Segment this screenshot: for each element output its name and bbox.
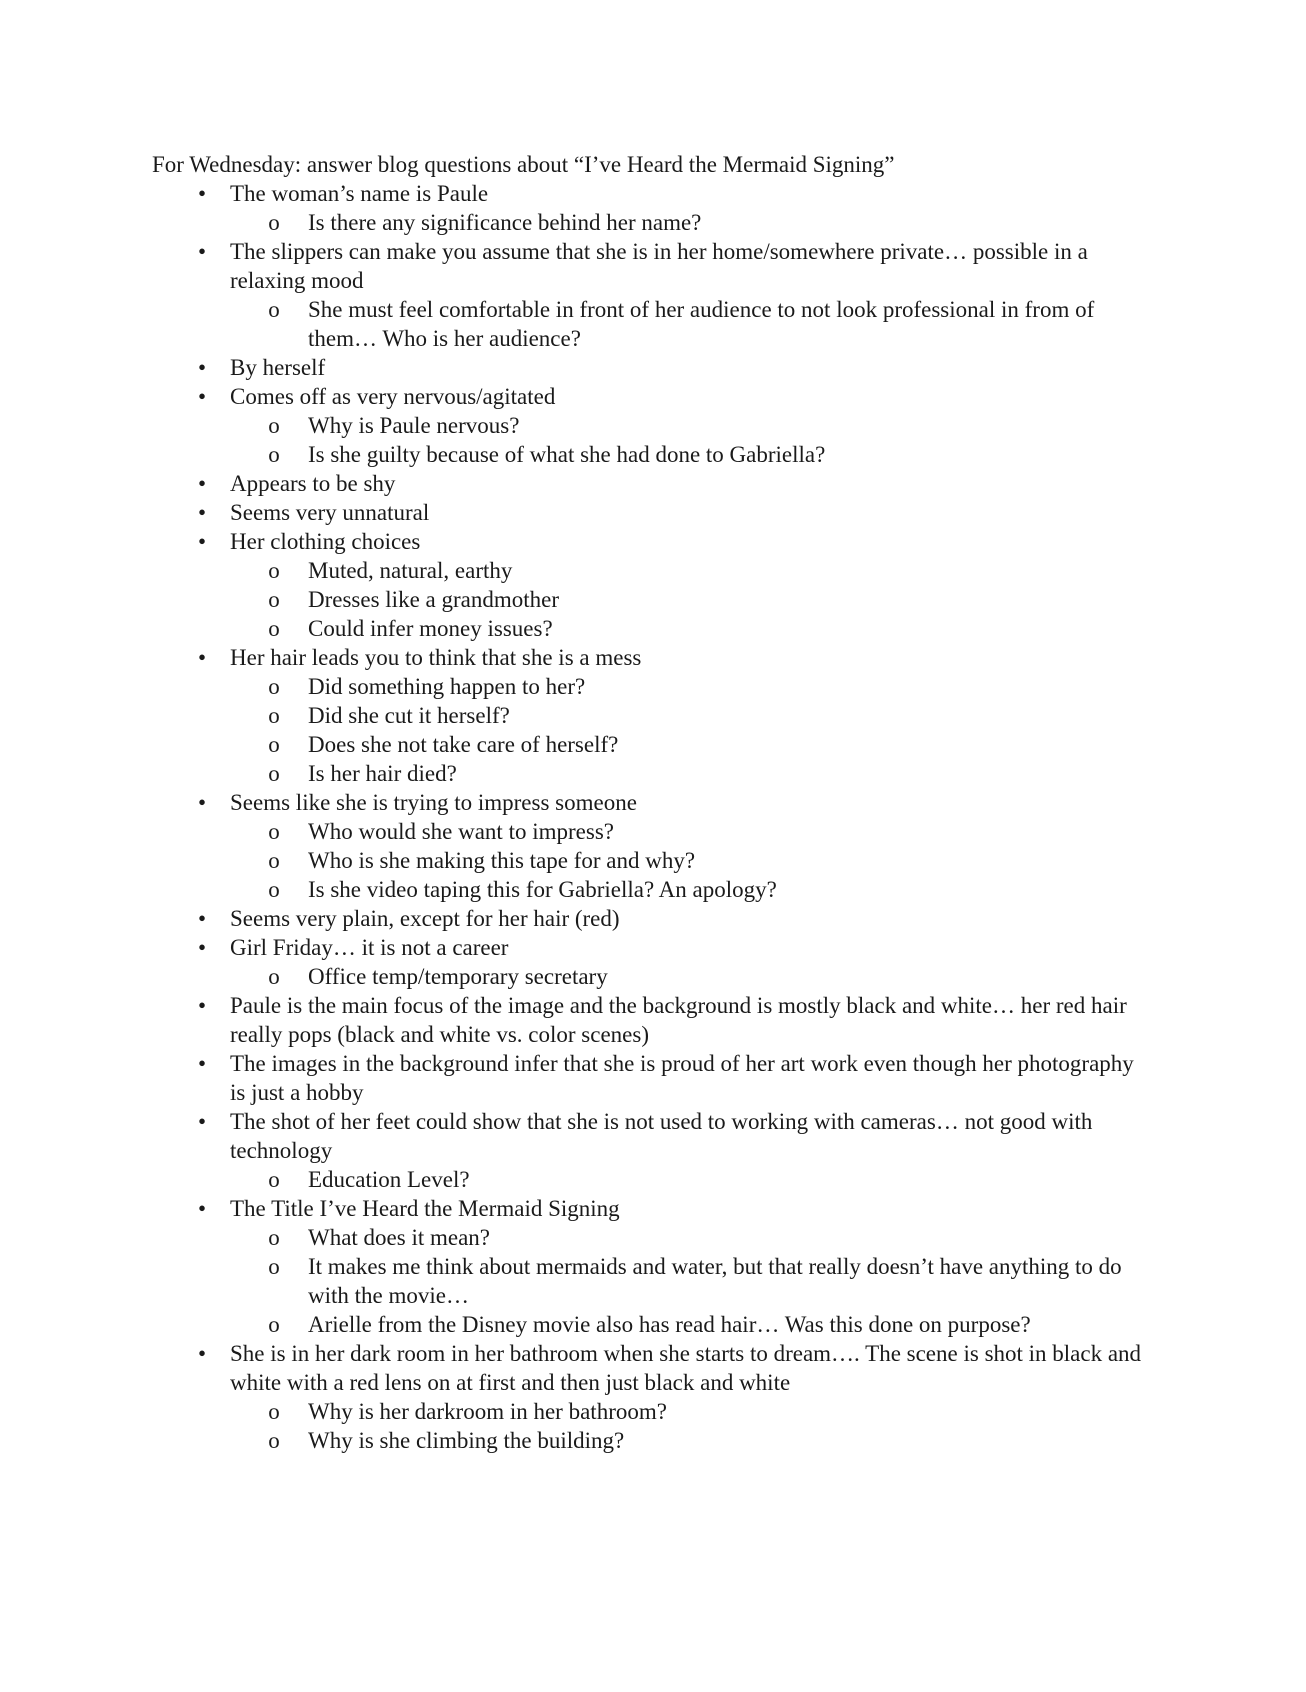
list-item-text: She is in her dark room in her bathroom when she starts to dream…. The scene is shot in black and white with a red lens on at first and then just black and white	[230, 1341, 1142, 1395]
sub-bullet-icon: o	[268, 558, 280, 583]
bullet-icon: •	[197, 790, 207, 815]
bullet-icon: •	[197, 645, 207, 670]
list-item-text: By herself	[230, 355, 326, 380]
notes-list	[152, 179, 1152, 1455]
sub-list-item-text: Is her hair died?	[308, 761, 457, 786]
list-item	[152, 179, 1152, 237]
sub-list-item-text: Why is her darkroom in her bathroom?	[308, 1399, 667, 1424]
sub-list-item	[230, 759, 1152, 788]
document-heading: For Wednesday: answer blog questions about “I’ve Heard the Mermaid Signing”	[152, 152, 895, 177]
sub-list-item-text: Who would she want to impress?	[308, 819, 614, 844]
sub-bullet-icon: o	[268, 964, 280, 989]
list-item-text: Appears to be shy	[230, 471, 396, 496]
list-item-text: Seems like she is trying to impress someone	[230, 790, 637, 815]
sub-list-item	[230, 962, 1152, 991]
list-item	[152, 904, 1152, 933]
bullet-icon: •	[197, 529, 207, 554]
sub-list-item	[230, 817, 1152, 846]
sub-bullet-icon: o	[268, 587, 280, 612]
sub-list	[230, 208, 1152, 237]
sub-list-item-text: Who is she making this tape for and why?	[308, 848, 696, 873]
sub-list	[230, 556, 1152, 643]
sub-list-item	[230, 1165, 1152, 1194]
bullet-icon: •	[197, 1196, 207, 1221]
bullet-icon: •	[197, 500, 207, 525]
bullet-icon: •	[197, 906, 207, 931]
sub-bullet-icon: o	[268, 1167, 280, 1192]
sub-list-item-text: Is she guilty because of what she had done to Gabriella?	[308, 442, 826, 467]
sub-list-item	[230, 1426, 1152, 1455]
list-item	[152, 1194, 1152, 1339]
sub-list-item	[230, 875, 1152, 904]
sub-list-item-text: Did she cut it herself?	[308, 703, 510, 728]
sub-list	[230, 672, 1152, 788]
bullet-icon: •	[197, 181, 207, 206]
list-item	[152, 643, 1152, 788]
list-item	[152, 933, 1152, 991]
list-item-text: Paule is the main focus of the image and the background is mostly black and white… her red hair really pops (black and white vs. color scenes)	[230, 993, 1127, 1047]
sub-bullet-icon: o	[268, 703, 280, 728]
sub-list-item	[230, 295, 1152, 353]
list-item	[152, 498, 1152, 527]
list-item-text: Her hair leads you to think that she is a mess	[230, 645, 642, 670]
sub-list-item	[230, 585, 1152, 614]
list-item	[152, 1339, 1152, 1455]
list-item	[152, 1107, 1152, 1194]
list-item-text: Seems very unnatural	[230, 500, 430, 525]
list-item	[152, 469, 1152, 498]
list-item-text: Seems very plain, except for her hair (red)	[230, 906, 620, 931]
sub-list-item	[230, 730, 1152, 759]
sub-list-item-text: Is there any significance behind her name?	[308, 210, 702, 235]
list-item	[152, 382, 1152, 469]
sub-list-item	[230, 440, 1152, 469]
sub-bullet-icon: o	[268, 1254, 280, 1279]
bullet-icon: •	[197, 935, 207, 960]
sub-list-item	[230, 411, 1152, 440]
list-item-text: Comes off as very nervous/agitated	[230, 384, 556, 409]
sub-list-item	[230, 1397, 1152, 1426]
sub-bullet-icon: o	[268, 1225, 280, 1250]
list-item-text: Her clothing choices	[230, 529, 421, 554]
sub-list-item	[230, 614, 1152, 643]
list-item	[152, 991, 1152, 1049]
sub-list-item-text: Why is Paule nervous?	[308, 413, 520, 438]
sub-list-item	[230, 1310, 1152, 1339]
bullet-icon: •	[197, 1051, 207, 1076]
sub-bullet-icon: o	[268, 210, 280, 235]
list-item-text: The shot of her feet could show that she is not used to working with cameras… not good with technology	[230, 1109, 1093, 1163]
list-item	[152, 353, 1152, 382]
sub-list-item	[230, 208, 1152, 237]
sub-list-item-text: She must feel comfortable in front of her audience to not look professional in from of them… Who is her audience?	[308, 297, 1095, 351]
list-item	[152, 237, 1152, 353]
sub-list-item	[230, 846, 1152, 875]
list-item-text: The woman’s name is Paule	[230, 181, 489, 206]
sub-bullet-icon: o	[268, 297, 280, 322]
list-item-text: Girl Friday… it is not a career	[230, 935, 509, 960]
sub-list-item-text: Education Level?	[308, 1167, 470, 1192]
sub-list-item	[230, 701, 1152, 730]
bullet-icon: •	[197, 993, 207, 1018]
sub-list-item	[230, 672, 1152, 701]
sub-list	[230, 411, 1152, 469]
sub-list-item-text: Office temp/temporary secretary	[308, 964, 608, 989]
sub-bullet-icon: o	[268, 848, 280, 873]
sub-bullet-icon: o	[268, 732, 280, 757]
sub-list-item-text: Is she video taping this for Gabriella? An apology?	[308, 877, 777, 902]
sub-list-item-text: Dresses like a grandmother	[308, 587, 560, 612]
sub-list	[230, 1397, 1152, 1455]
list-item-text: The images in the background infer that she is proud of her art work even though her photography is just a hobby	[230, 1051, 1134, 1105]
sub-bullet-icon: o	[268, 819, 280, 844]
list-item-text: The Title I’ve Heard the Mermaid Signing	[230, 1196, 620, 1221]
sub-list-item-text: Does she not take care of herself?	[308, 732, 619, 757]
sub-list-item-text: What does it mean?	[308, 1225, 491, 1250]
sub-list-item-text: Could infer money issues?	[308, 616, 553, 641]
document-page	[152, 150, 1152, 1455]
sub-list	[230, 962, 1152, 991]
bullet-icon: •	[197, 355, 207, 380]
sub-bullet-icon: o	[268, 761, 280, 786]
sub-bullet-icon: o	[268, 413, 280, 438]
list-item	[152, 527, 1152, 643]
sub-bullet-icon: o	[268, 1312, 280, 1337]
list-item	[152, 788, 1152, 904]
bullet-icon: •	[197, 384, 207, 409]
sub-list-item	[230, 1252, 1152, 1310]
sub-list-item-text: Why is she climbing the building?	[308, 1428, 625, 1453]
list-item-text: The slippers can make you assume that she is in her home/somewhere private… possible in a relaxing mood	[230, 239, 1088, 293]
sub-list	[230, 1223, 1152, 1339]
sub-bullet-icon: o	[268, 616, 280, 641]
list-item	[152, 1049, 1152, 1107]
bullet-icon: •	[197, 1341, 207, 1366]
sub-list-item-text: Did something happen to her?	[308, 674, 586, 699]
sub-bullet-icon: o	[268, 877, 280, 902]
sub-list-item-text: It makes me think about mermaids and water, but that really doesn’t have anything to do with the movie…	[308, 1254, 1122, 1308]
bullet-icon: •	[197, 471, 207, 496]
sub-bullet-icon: o	[268, 442, 280, 467]
bullet-icon: •	[197, 239, 207, 264]
sub-list-item-text: Muted, natural, earthy	[308, 558, 513, 583]
sub-list	[230, 295, 1152, 353]
sub-list-item-text: Arielle from the Disney movie also has read hair… Was this done on purpose?	[308, 1312, 1031, 1337]
sub-bullet-icon: o	[268, 674, 280, 699]
sub-bullet-icon: o	[268, 1399, 280, 1424]
sub-bullet-icon: o	[268, 1428, 280, 1453]
sub-list-item	[230, 556, 1152, 585]
sub-list-item	[230, 1223, 1152, 1252]
sub-list	[230, 817, 1152, 904]
sub-list	[230, 1165, 1152, 1194]
bullet-icon: •	[197, 1109, 207, 1134]
